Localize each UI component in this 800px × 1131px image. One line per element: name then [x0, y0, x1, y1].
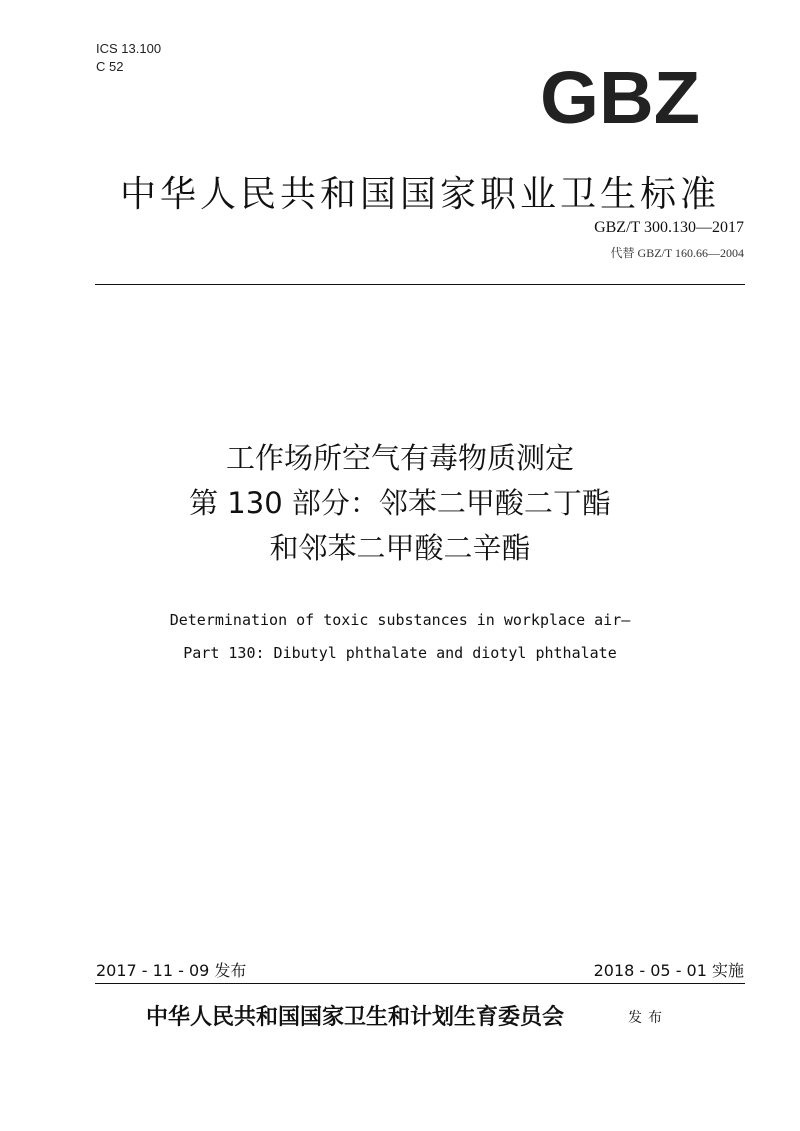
ics-code: ICS 13.100: [96, 41, 162, 56]
issuing-authority: 中华人民共和国国家卫生和计划生育委员会: [146, 1004, 565, 1030]
standard-category-title: 中华人民共和国国家职业卫生标准: [119, 174, 720, 215]
gbz-logo-text: GBZ: [540, 66, 700, 130]
ccs-code: C 52: [96, 59, 124, 74]
implementation-date: 2018 - 05 - 01 实施: [593, 961, 744, 980]
english-title-line: Determination of toxic substances in workplace air—: [169, 611, 631, 629]
english-title-line: Part 130: Dibutyl phthalate and diotyl phthalate: [183, 644, 617, 662]
gbz-logo: [538, 66, 702, 130]
chinese-title-line: 工作场所空气有毒物质测定: [225, 441, 574, 475]
english-title: [80, 604, 720, 670]
issue-date: 2017 - 11 - 09 发布: [96, 961, 247, 980]
chinese-title-line: 第 130 部分：邻苯二甲酸二丁酯: [189, 486, 611, 520]
footer-divider: [95, 983, 745, 984]
replaces-standard: 代替 GBZ/T 160.66—2004: [610, 246, 744, 260]
classification-codes: [96, 40, 161, 76]
header-divider: [95, 284, 745, 285]
chinese-title: [80, 436, 720, 571]
issuing-label: 发布: [628, 1010, 668, 1026]
chinese-title-line: 和邻苯二甲酸二辛酯: [269, 531, 531, 565]
standard-code: GBZ/T 300.130—2017: [594, 219, 744, 236]
